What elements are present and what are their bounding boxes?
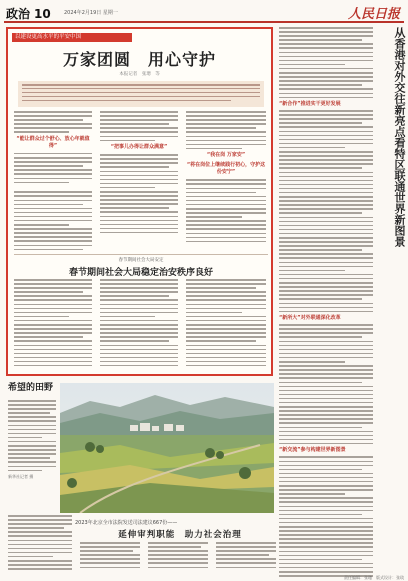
page-footer: 责任编辑：张璁 版式设计：张琰: [344, 575, 404, 580]
right-column-article: [279, 27, 404, 577]
featured-kicker: 以建设更高水平的平安中国: [12, 33, 132, 42]
landscape-photo-art: [60, 383, 274, 513]
subhead-3: “我在岗 万家安”: [206, 152, 246, 159]
photo-credit: 新华社记者 摄: [8, 473, 34, 479]
featured-article: [6, 27, 273, 376]
inner-divider: [14, 254, 268, 255]
inner-column-2: [100, 279, 178, 373]
page-number: 10: [34, 7, 51, 21]
subhead-1: “能让群众过个舒心、放心年就值得”: [16, 135, 90, 149]
bottom-article-text: [80, 542, 276, 574]
inner-column-3: [186, 279, 266, 373]
right-subhead-3: “新交流”参与构建世界新图景: [279, 447, 346, 454]
article-column-1: [14, 111, 92, 251]
inner-headline: 春节期间社会大局稳定治安秩序良好: [68, 268, 213, 278]
newspaper-logo: 人民日报: [347, 7, 400, 22]
right-subhead-2: “新所大”对外联通深化改革: [279, 315, 341, 322]
bottom-kicker: 2023年北京全市法院发送司法建议667份——: [75, 520, 178, 526]
issue-date: 2024年2月19日 星期一: [64, 10, 118, 16]
photo-title: 希望的田野: [8, 383, 54, 393]
subhead-2: “把事儿办得让群众满意”: [110, 144, 168, 151]
bottom-left-text: [8, 515, 72, 573]
landscape-photo: [60, 383, 274, 513]
right-article-text: [279, 27, 373, 577]
photo-caption-block: [8, 383, 56, 508]
featured-byline: 本报记者 张璁 等: [119, 72, 160, 77]
right-headline: 从香港对外交往新亮点看特区联通世界新图景: [393, 27, 406, 247]
right-subhead-1: “新合作”推进实干更好发展: [279, 101, 341, 108]
section-label: [6, 5, 51, 22]
inner-column-1: [14, 279, 92, 373]
page-masthead: [4, 3, 404, 23]
bottom-headline: 延伸审判职能 助力社会治理: [118, 530, 242, 540]
featured-headline: 万家团圆 用心守护: [62, 50, 216, 69]
section-name: 政治: [6, 7, 31, 21]
inner-kicker: 春节期间社会大局安定: [118, 258, 164, 263]
featured-lead-box: [18, 81, 264, 107]
subhead-4: “将在岗位上继续践行初心，守护这份安宁”: [186, 162, 266, 176]
article-column-3: [186, 111, 266, 251]
photo-caption-text: [8, 400, 56, 471]
lead-text: [22, 84, 260, 101]
article-column-2: [100, 111, 178, 251]
